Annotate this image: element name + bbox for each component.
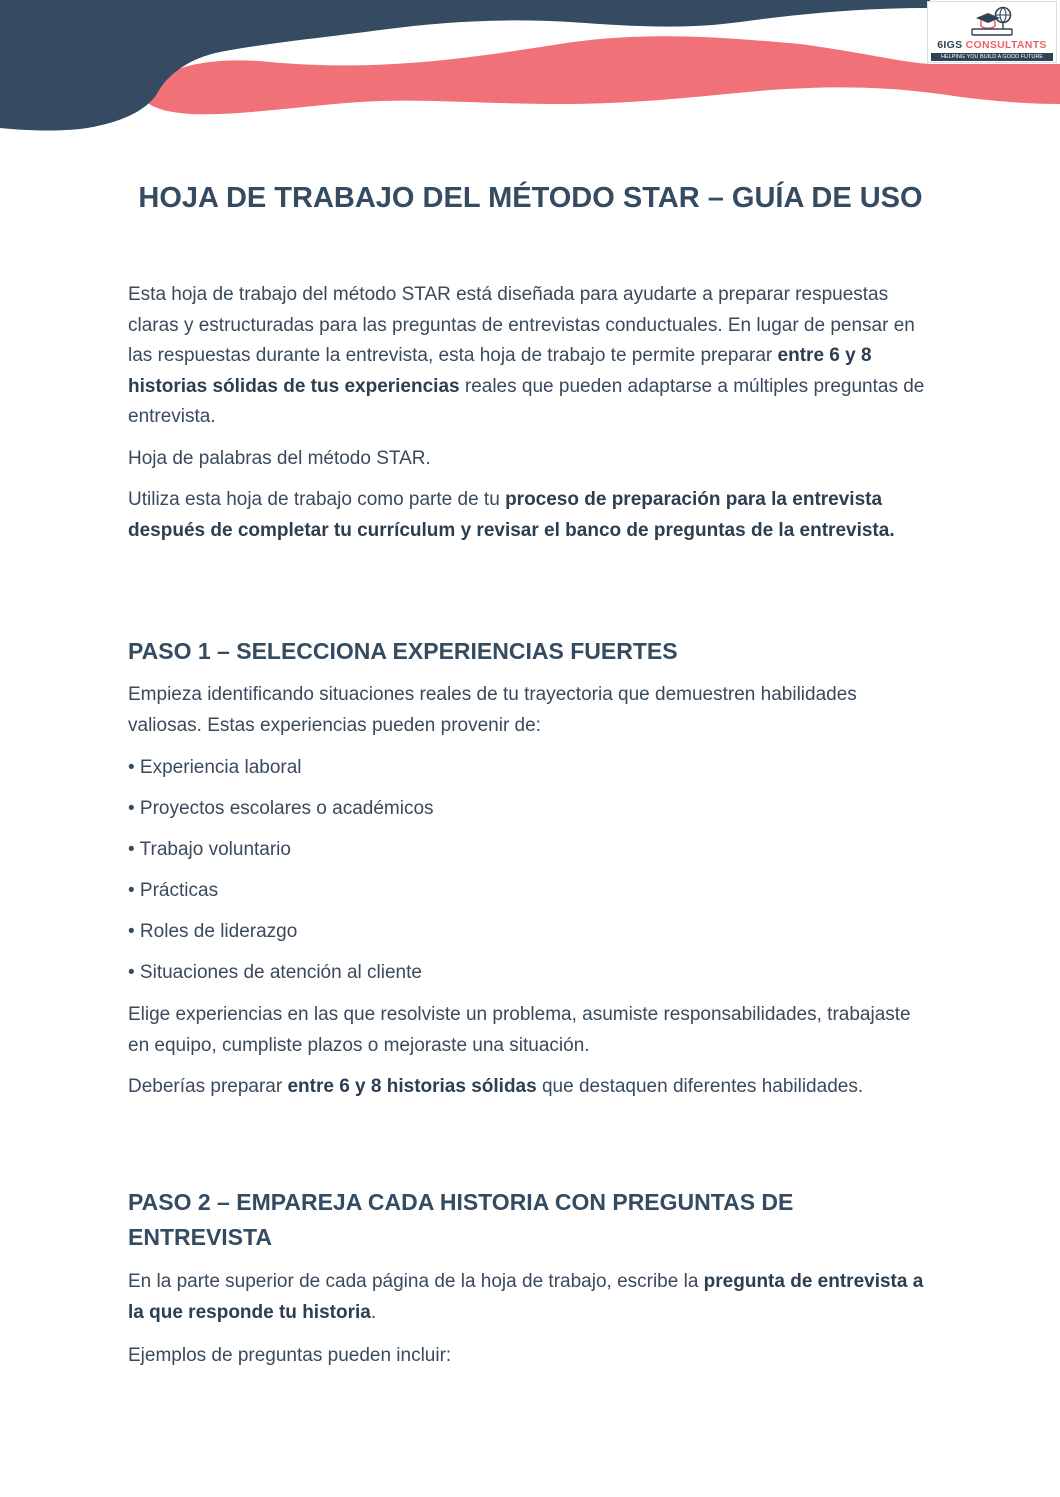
step2-heading: PASO 2 – EMPAREJA CADA HISTORIA CON PREGUNTAS DE ENTREVISTA <box>128 1189 794 1250</box>
step1-heading: PASO 1 – SELECCIONA EXPERIENCIAS FUERTES <box>128 638 678 664</box>
intro-usage-paragraph: Utiliza esta hoja de trabajo como parte de tu proceso de preparación para la entrevista después de completar tu currículum y revisar el banco de preguntas de la entrevista. <box>128 489 895 541</box>
company-logo <box>927 1 1057 63</box>
list-item: • Experiencia laboral <box>128 757 302 778</box>
coral-wave <box>140 36 1060 114</box>
step2-examples-intro: Ejemplos de preguntas pueden incluir: <box>128 1345 452 1366</box>
list-item: • Situaciones de atención al cliente <box>128 962 422 983</box>
intro-paragraph: Esta hoja de trabajo del método STAR está diseñada para ayudarte a preparar respuestas claras y estructuradas para las preguntas de entrevistas conductuales. En lugar de pensar en las respuestas durante la entrevista, esta hoja de trabajo te permite preparar entre 6 y 8 historias sólidas de tus experiencias reales que pueden adaptarse a múltiples preguntas de entrevista. <box>128 284 925 427</box>
logo-wordmark: 6IGS CONSULTANTS <box>937 39 1047 51</box>
step2-paragraph: En la parte superior de cada página de la hoja de trabajo, escribe la pregunta de entrevista a la que responde tu historia. <box>128 1271 924 1323</box>
page-title: HOJA DE TRABAJO DEL MÉTODO STAR – GUÍA DE USO <box>138 182 923 214</box>
graduation-globe-icon <box>962 5 1022 39</box>
list-item: • Trabajo voluntario <box>128 839 291 860</box>
step1-prepare-paragraph: Deberías preparar entre 6 y 8 historias sólidas que destaquen diferentes habilidades. <box>128 1076 864 1097</box>
logo-tagline: HELPING YOU BUILD A GOOD FUTURE <box>931 53 1053 61</box>
header-wave-decoration <box>0 0 1060 140</box>
list-item: • Prácticas <box>128 880 219 901</box>
list-item: • Roles de liderazgo <box>128 921 298 942</box>
intro-note: Hoja de palabras del método STAR. <box>128 448 431 469</box>
list-item: • Proyectos escolares o académicos <box>128 798 434 819</box>
step1-intro: Empieza identificando situaciones reales de tu trayectoria que demuestren habilidades valiosas. Estas experiencias pueden provenir de: <box>128 684 857 736</box>
step1-choose-paragraph: Elige experiencias en las que resolviste un problema, asumiste responsabilidades, trabajaste en equipo, cumpliste plazos o mejoraste una situación. <box>128 1004 911 1056</box>
